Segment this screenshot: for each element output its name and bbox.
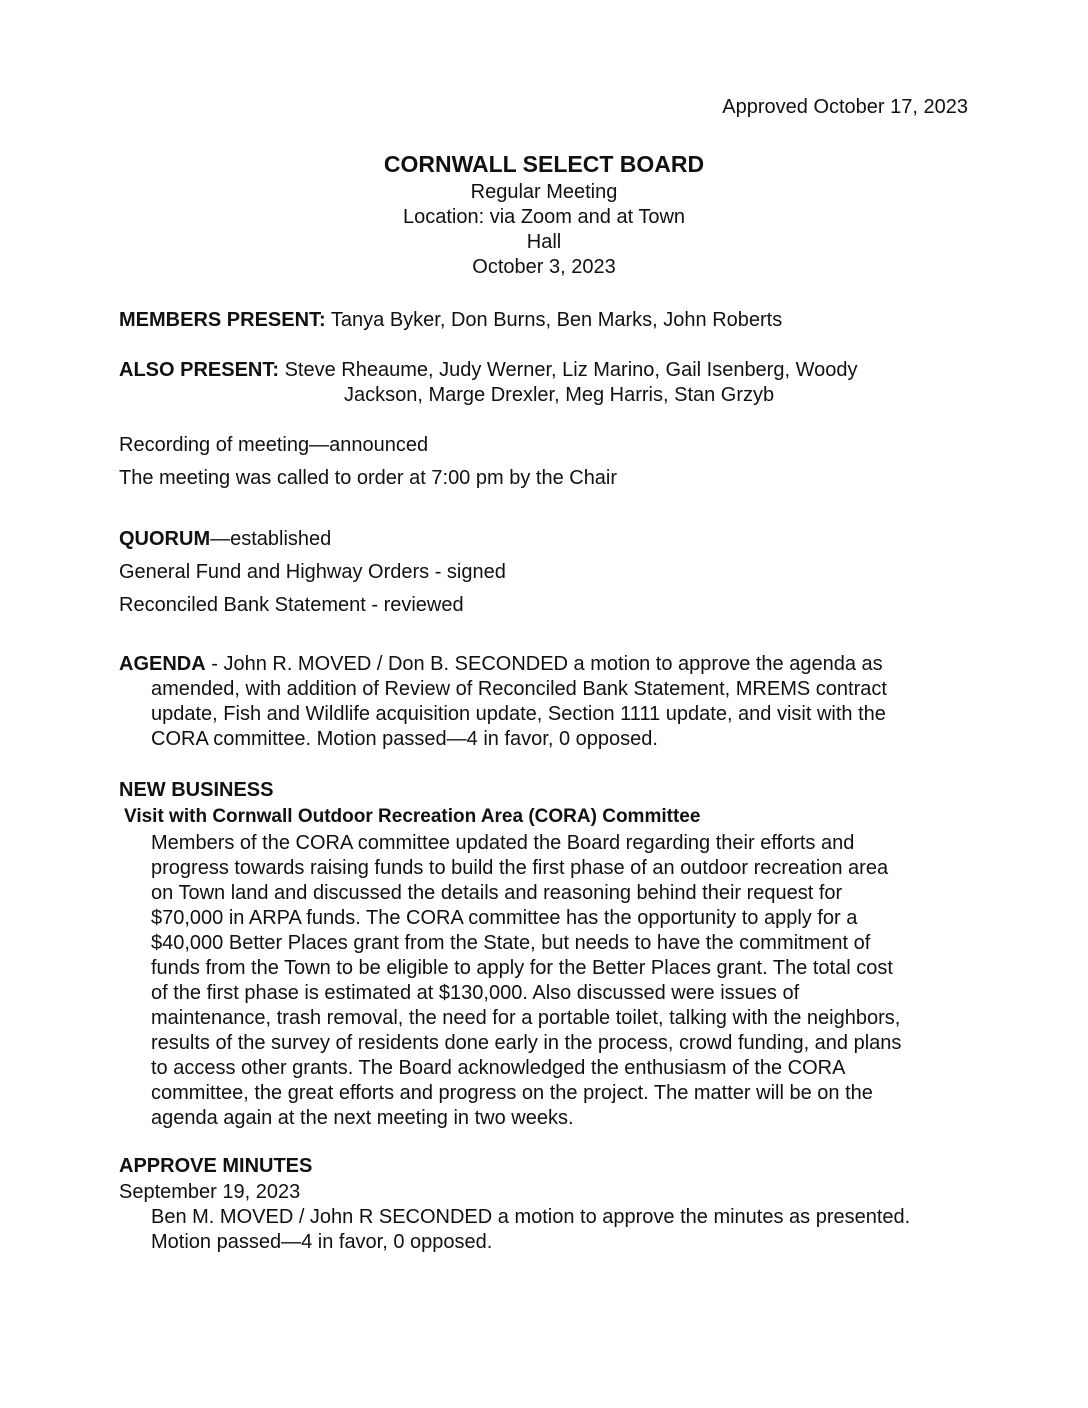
recording-note: Recording of meeting—announced (119, 434, 429, 456)
members-present (119, 309, 782, 332)
cora-line: of the first phase is estimated at $130,000. Also discussed were issues of (151, 982, 800, 1004)
agenda-line-4: CORA committee. Motion passed—4 in favor, 0 opposed. (151, 728, 658, 750)
cora-line: progress towards raising funds to build the first phase of an outdoor recreation area (151, 857, 889, 879)
location-line-1: Location: via Zoom and at Town (402, 206, 686, 228)
location-line-2: Hall (526, 231, 562, 253)
agenda-label: AGENDA (119, 653, 206, 675)
agenda-line-2: amended, with addition of Review of Reconciled Bank Statement, MREMS contract (151, 678, 887, 700)
also-present-label: ALSO PRESENT: (119, 359, 280, 381)
quorum-text: —established (210, 528, 332, 550)
cora-line: funds from the Town to be eligible to apply for the Better Places grant. The total cost (151, 957, 893, 979)
agenda-line-1 (119, 653, 883, 676)
also-present-line-1: Steve Rheaume, Judy Werner, Liz Marino, Gail Isenberg, Woody (284, 359, 858, 381)
cora-line: on Town land and discussed the details and reasoning behind their request for (151, 882, 843, 904)
cora-line: to access other grants. The Board acknowledged the enthusiasm of the CORA (151, 1057, 846, 1079)
quorum (119, 528, 331, 551)
minutes-motion-line-1: Ben M. MOVED / John R SECONDED a motion to approve the minutes as presented. (151, 1206, 911, 1228)
cora-line: Members of the CORA committee updated the Board regarding their efforts and (151, 832, 855, 854)
orders-signed: General Fund and Highway Orders - signed (119, 561, 506, 583)
board-title: CORNWALL SELECT BOARD (383, 151, 705, 177)
call-to-order: The meeting was called to order at 7:00 pm by the Chair (119, 467, 618, 489)
meeting-type: Regular Meeting (470, 181, 618, 203)
new-business-heading: NEW BUSINESS (119, 779, 274, 801)
cora-line: $40,000 Better Places grant from the State, but needs to have the commitment of (151, 932, 871, 954)
members-present-label: MEMBERS PRESENT: (119, 309, 326, 331)
cora-line: agenda again at the next meeting in two weeks. (151, 1107, 574, 1129)
also-present (119, 359, 857, 382)
minutes-date: September 19, 2023 (119, 1181, 301, 1203)
cora-line: maintenance, trash removal, the need for a portable toilet, talking with the neighbors, (151, 1007, 901, 1029)
cora-line: committee, the great efforts and progress on the project. The matter will be on the (151, 1082, 873, 1104)
members-present-names: Tanya Byker, Don Burns, Ben Marks, John Roberts (330, 309, 783, 331)
meeting-date: October 3, 2023 (472, 256, 616, 278)
agenda-line-3: update, Fish and Wildlife acquisition update, Section 1111 update, and visit with the (151, 703, 886, 725)
approval-date: Approved October 17, 2023 (722, 96, 968, 118)
bank-statement-reviewed: Reconciled Bank Statement - reviewed (119, 594, 464, 616)
cora-line: results of the survey of residents done early in the process, crowd funding, and plans (151, 1032, 902, 1054)
approve-minutes-heading: APPROVE MINUTES (119, 1155, 313, 1177)
agenda-motion: - John R. MOVED / Don B. SECONDED a motion to approve the agenda as (205, 653, 883, 675)
minutes-motion-line-2: Motion passed—4 in favor, 0 opposed. (151, 1231, 493, 1253)
cora-line: $70,000 in ARPA funds. The CORA committee has the opportunity to apply for a (151, 907, 858, 929)
quorum-label: QUORUM (119, 528, 211, 550)
also-present-line-2: Jackson, Marge Drexler, Meg Harris, Stan Grzyb (344, 384, 775, 406)
cora-discussion (151, 831, 901, 1131)
cora-subheading: Visit with Cornwall Outdoor Recreation Area (CORA) Committee (124, 806, 701, 827)
